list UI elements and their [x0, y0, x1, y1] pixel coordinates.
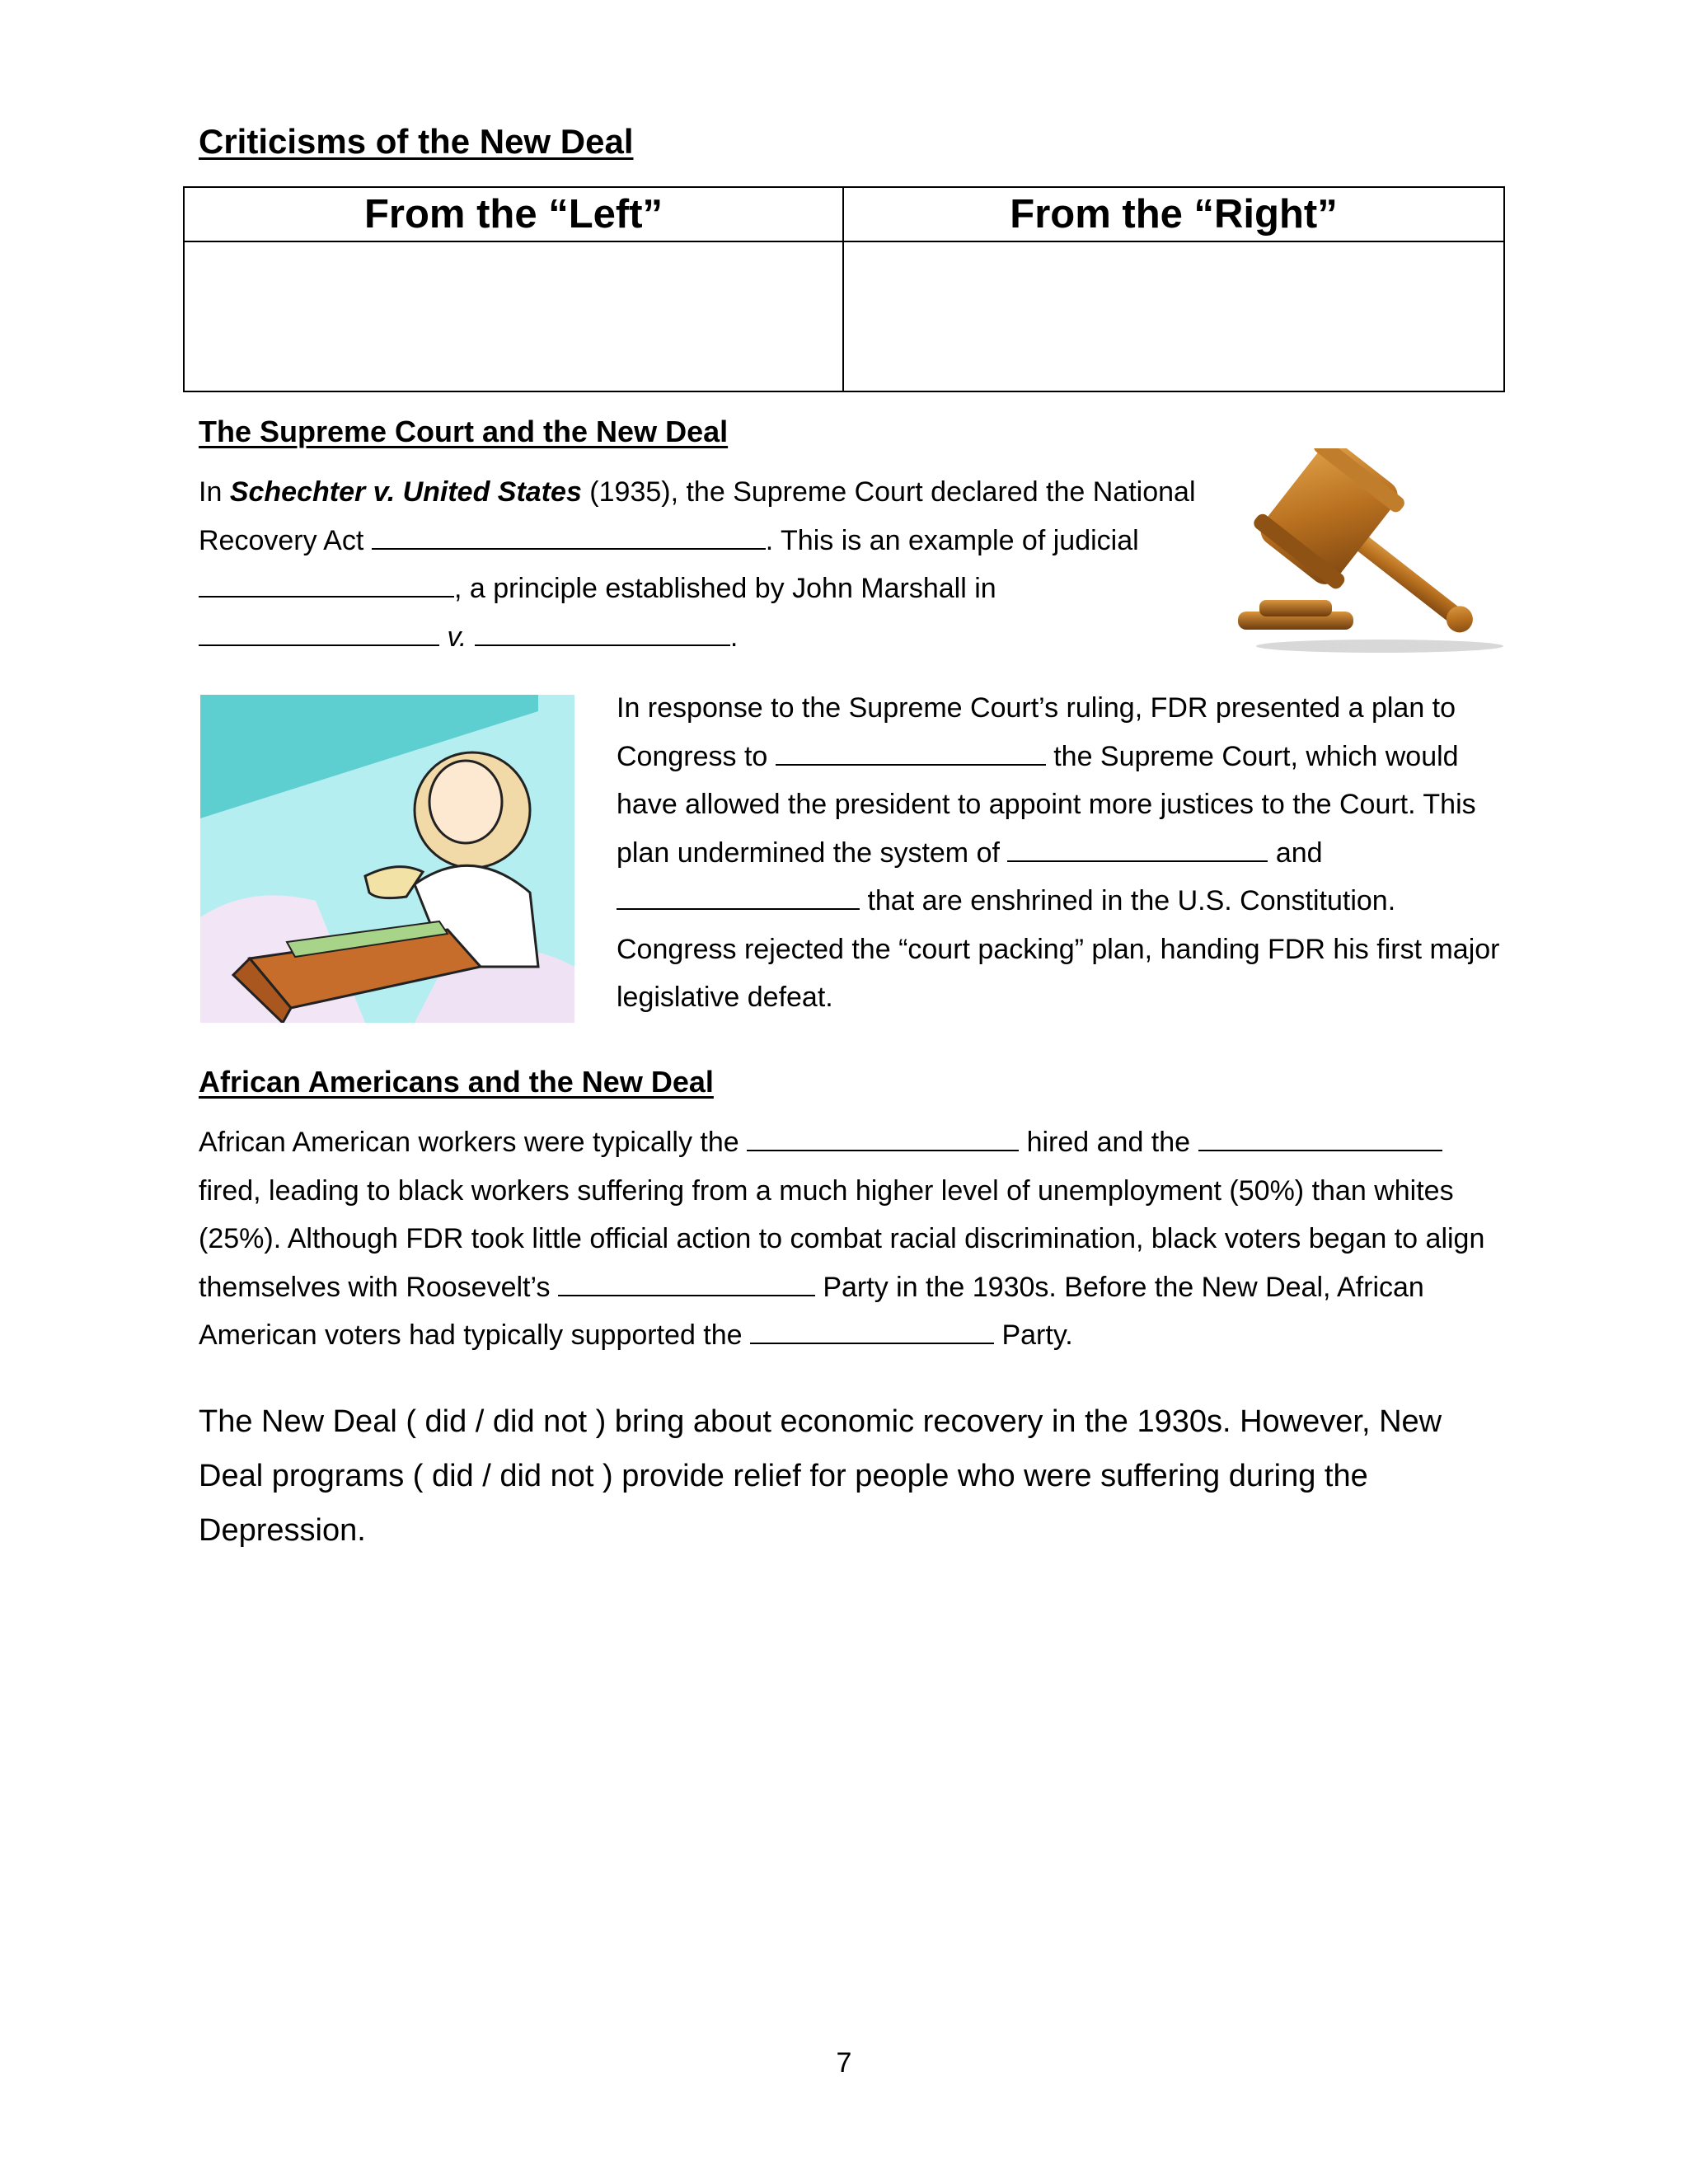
text-span: In [199, 476, 230, 508]
case-name: Schechter v. United States [229, 476, 582, 508]
woman-packing-clipart [200, 695, 574, 1023]
page-title: Criticisms of the New Deal [199, 122, 634, 161]
answer-cell-left[interactable] [185, 242, 844, 391]
text-span: . This is an example of judicial [765, 524, 1139, 556]
text-span: , a principle established by John Marshall in [454, 573, 996, 604]
text-span: fired, leading to black workers suffering from a much higher level of unemployment (50%) than whites (25%). Although FDR took little official action to combat racial discrimination, black voters began to align themselves with Roosevelt’s [199, 1174, 1485, 1303]
text-span: that are enshrined in the U.S. Constitution. Congress rejected the “court packing” plan, handing FDR his first major legislative defeat. [617, 885, 1500, 1013]
text-span: Party. [994, 1319, 1073, 1351]
text-span: and [1268, 837, 1323, 869]
page-number: 7 [836, 2047, 852, 2079]
blank-party-before[interactable] [750, 1315, 994, 1344]
text-span: . [729, 621, 738, 653]
text-span: Party in the 1930s. Before the New Deal, African American voters had typically supported the [199, 1271, 1424, 1351]
blank-system-1[interactable] [1007, 832, 1268, 862]
blank-pack-court[interactable] [776, 736, 1046, 766]
conclusion-paragraph: The New Deal ( did / did not ) bring about economic recovery in the 1930s. However, New Deal programs ( did / did not ) provide relief for people who were suffering during the Depression. [199, 1404, 1442, 1548]
blank-nra-ruling[interactable] [372, 520, 766, 550]
table-header-right: From the “Right” [844, 188, 1503, 242]
blank-fired[interactable] [1198, 1122, 1442, 1151]
blank-party-1930s[interactable] [558, 1267, 815, 1296]
text-span: (1935), the Supreme Court declared the National Recovery Act [199, 476, 1196, 556]
answer-cell-right[interactable] [844, 242, 1503, 391]
text-span: In response to the Supreme Court’s ruling, FDR presented a plan to Congress to [617, 692, 1456, 772]
court-packing-paragraph [617, 684, 1507, 1022]
section-heading-supreme-court: The Supreme Court and the New Deal [199, 415, 729, 448]
supreme-court-paragraph [199, 468, 1221, 661]
blank-judicial[interactable] [199, 568, 454, 598]
versus-text: v. [439, 621, 475, 653]
blank-case-party-2[interactable] [475, 616, 730, 646]
text-span: the Supreme Court, which would have allowed the president to appoint more justices to the Court. This plan undermined the system of [617, 740, 1476, 869]
gavel-icon [1231, 448, 1512, 654]
blank-system-2[interactable] [617, 880, 860, 910]
blank-hired[interactable] [747, 1122, 1019, 1151]
african-americans-paragraph [199, 1118, 1501, 1360]
criticisms-table [183, 186, 1505, 392]
blank-case-party-1[interactable] [199, 616, 439, 646]
table-header-left: From the “Left” [185, 188, 844, 242]
text-span: hired and the [1019, 1127, 1198, 1158]
section-heading-african-americans: African Americans and the New Deal [199, 1065, 714, 1099]
text-span: African American workers were typically the [199, 1127, 748, 1158]
